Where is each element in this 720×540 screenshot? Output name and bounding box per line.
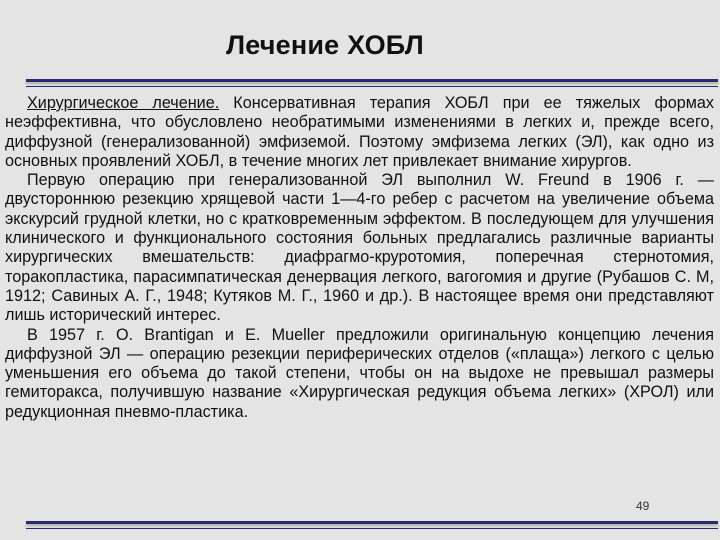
top-divider [26,79,718,82]
page-number: 49 [636,499,650,513]
top-divider-thin [26,86,718,87]
slide-title: Лечение ХОБЛ [226,30,424,60]
paragraph-3: В 1957 г. О. Brantigan и Е. Mueller предложили оригинальную концепцию лечения диффузной ЭЛ — операцию резекции периферических отделов («плаща») легкого с целью уменьшения его объема до такой степени, чтобы он на выдохе не превышал размеры гемиторакса, получившую название «Хирургическая редукция объема легких» (ХРОЛ) или редукционная пневмо-пластика. [5,325,714,421]
paragraph-2: Первую операцию при генерализованной ЭЛ выполнил W. Freund в 1906 г. — двустороннюю резекцию хрящевой части 1—4-го ребер с расчетом на увеличение объема экскурсий грудной клетки, но с кратковременным эффектом. В последующем для улучшения клинического и функционального состояния больных предлагались различные варианты хирургических вмешательств: диафрагмо-круротомия, поперечная стернотомия, торакопластика, парасимпатическая денервация легкого, вагогомия и другие (Рубашов С. М, 1912; Савиных А. Г., 1948; Кутяков М. Г., 1960 и др.). В настоящее время они представляют лишь исторический интерес. [5,171,714,325]
paragraph-1-text: Консервативная терапия ХОБЛ при ее тяжелых формах неэффективна, что обусловлено необратимыми изменениями в легких и, прежде всего, диффузной (генерализованной) эмфиземой. Поэтому эмфизема легких (ЭЛ), как одно из основных проявлений ХОБЛ, в течение многих лет привлекает внимание хирургов. [5,94,714,170]
paragraph-1-heading: Хирургическое лечение. [27,94,220,112]
paragraph-1 [5,94,714,171]
bottom-divider [26,521,718,524]
slide-body [5,94,714,422]
bottom-divider-thin [26,528,718,529]
